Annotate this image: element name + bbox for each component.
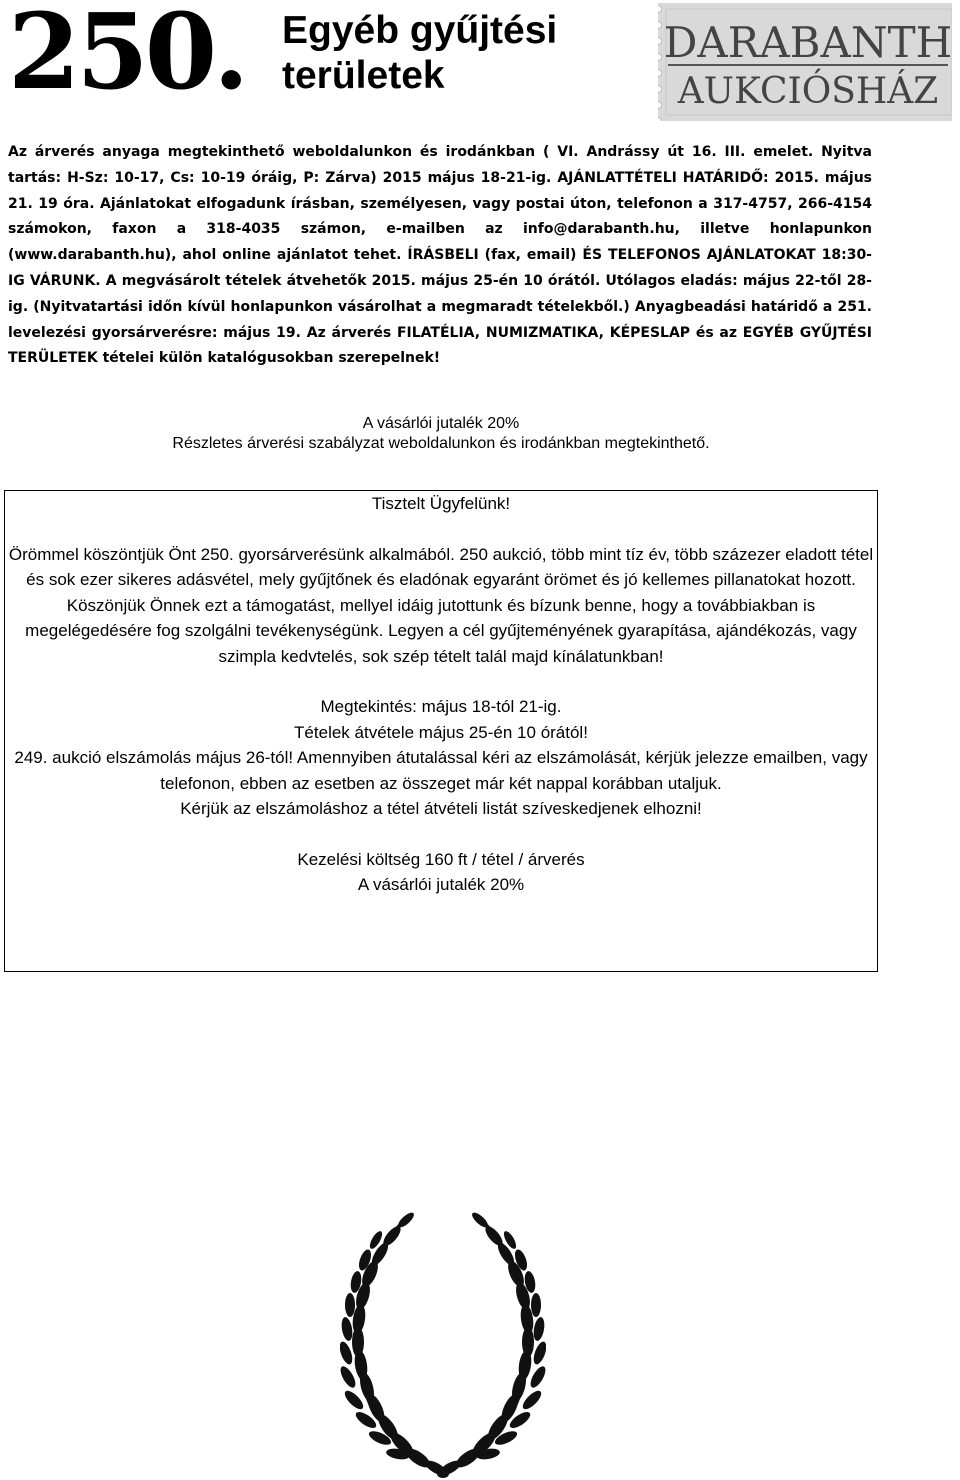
notice-bring-list: Kérjük az elszámoláshoz a tétel átvételi listát szíveskedjenek elhozni! xyxy=(180,799,702,818)
notice-handling-fee: Kezelési költség 160 ft / tétel / árverés xyxy=(297,849,585,869)
darabanth-logo-icon xyxy=(658,3,952,121)
commission-line1: A vásárlói jutalék 20% xyxy=(362,415,520,432)
commission-note xyxy=(0,414,882,454)
intro-paragraph xyxy=(8,140,872,372)
notice-settlement: 249. aukció elszámolás május 26-tól! Amennyiben átutalással kéri az elszámolását, kérjük jelezze emailben, vagy telefonon, ebben az esetben az összeget már két nappal korábban utaljuk. xyxy=(14,748,868,793)
intro-part-2: Ajánlatokat elfogadunk írásban, személyesen, vagy postai úton, telefonon a 317-4757, 266-4154 számokon, faxon a 318-4035 számon, e-mailben az info@darabanth.hu, illetve honlapunkon (www.darabanth.hu), ahol online ajánlatot tehet. xyxy=(8,195,872,264)
auction-number: 250. xyxy=(8,0,246,113)
intro-part-1: Az árverés anyaga megtekinthető weboldalunkon és irodánkban ( VI. Andrássy út 16. III. emelet. Nyitva tartás: H-Sz: 10-17, Cs: 10-19 óráig, P: Zárva) 2015 május 18-21-ig. AJÁNLATTÉTELI HATÁRIDŐ: 2015. május 21. 19 óra. xyxy=(8,144,872,212)
intro-part-4: A megvásárolt tételek átvehetők 2015. május 25-én 10 órától. Utólagos eladás: május 22-től 28-ig. (Nyitvatartási időn kívül honlapunkon vásárolhat a megmaradt tételekből.) Anyagbeadási határidő a 251. levelezési gyorsárverésre: május 19. xyxy=(8,272,872,341)
category-title-line1: Egyéb gyűjtési xyxy=(282,9,558,52)
intro-part-3: ÍRÁSBELI (fax, email) ÉS TELEFONOS AJÁNLATOKAT 18:30-IG VÁRUNK. xyxy=(8,247,872,289)
laurel-wreath-icon xyxy=(340,1206,546,1480)
commission-line2: Részletes árverési szabályzat weboldalunkon és irodánkban megtekinthető. xyxy=(172,435,710,452)
notice-box xyxy=(4,490,878,972)
logo-line1: DARABANTH xyxy=(663,18,952,67)
category-title xyxy=(282,8,557,98)
notice-viewing: Megtekintés: május 18-tól 21-ig. xyxy=(320,697,562,716)
notice-commission: A vásárlói jutalék 20% xyxy=(357,875,525,894)
intro-part-5: Az árverés FILATÉLIA, NUMIZMATIKA, KÉPESLAP és az EGYÉB GYŰJTÉSI TERÜLETEK tételei külön katalógusokban szerepelnek! xyxy=(8,324,873,367)
category-title-line2: területek xyxy=(282,54,445,97)
notice-greeting: Tisztelt Ügyfelünk! xyxy=(371,494,511,513)
notice-welcome: Örömmel köszöntjük Önt 250. gyorsárverésünk alkalmából. 250 aukció, több mint tíz év, több százezer eladott tétel és sok ezer sikeres adásvétel, mely gyűjtőnek és eladónak egyaránt örömet és jó kellemes pillanatokat hozott. xyxy=(8,544,874,589)
notice-pickup: Tételek átvétele május 25-én 10 órától! xyxy=(294,722,588,742)
notice-thanks: Köszönjük Önnek ezt a támogatást, mellyel idáig jutottunk és bízunk benne, hogy a továbbiakban is megelégedésére fog szolgálni tevékenységünk. Legyen a cél gyűjteményének gyarapítása, ajándékozás, vagy szimpla kedvtelés, sok szép tételt talál majd kínálatunkban! xyxy=(25,595,857,666)
logo-line2: AUKCIÓSHÁZ xyxy=(677,71,939,112)
